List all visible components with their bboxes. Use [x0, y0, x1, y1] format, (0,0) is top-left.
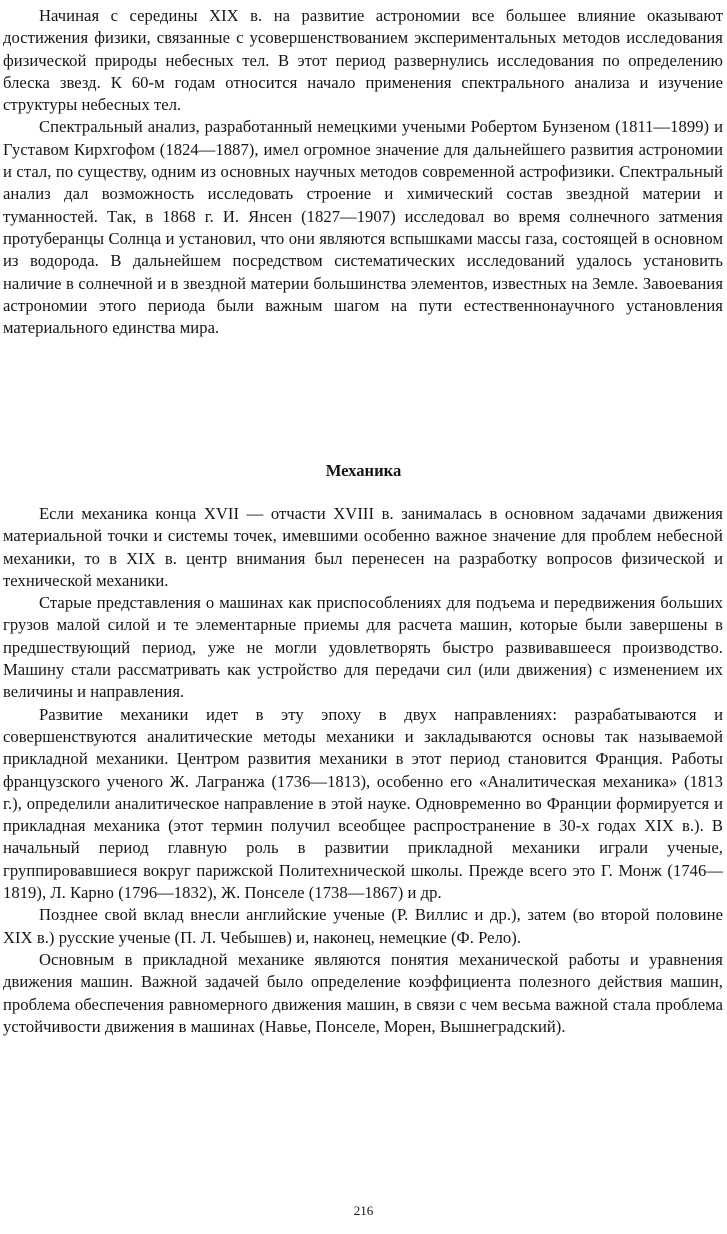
- section-heading: Механика: [325, 461, 402, 480]
- paragraph-mechanics-focus: Если механика конца XVII — отчасти XVIII в. занималась в основном задачами движения материальной точки и системы точек, имевшими особенно важное значение для проблем небесной механики, то в XIX в. центр внимания был перенесен на разработку вопросов физической и технической механики.: [3, 504, 723, 590]
- intro-text-block: [3, 5, 723, 339]
- paragraph-later-contributions: Позднее свой вклад внесли английские ученые (Р. Виллис и др.), затем (во второй половине XIX в.) русские ученые (П. Л. Чебышев) и, наконец, немецкие (Ф. Рело).: [3, 905, 723, 947]
- paragraph-old-machine-ideas: Старые представления о машинах как приспособлениях для подъема и передвижения больших грузов малой силой и те элементарные приемы для расчета машин, которые были завершены в предшествующий период, уже не могли удовлетворять быстро развивавшееся производство. Машину стали рассматривать как устройство для передачи сил (или движения) с изменением их величины и направления.: [3, 593, 723, 702]
- paragraph-two-directions: Развитие механики идет в эту эпоху в двух направлениях: разрабатываются и совершенствуются аналитические методы механики и закладываются основы так называемой прикладной механики. Центром развития механики в этот период становится Франция. Работы французского ученого Ж. Лагранжа (1736—1813), особенно его «Аналитическая механика» (1813 г.), определили аналитическое направление в этой науке. Одновременно во Франции формируется и прикладная механика (этот термин получил всеобщее распространение в 30-х годах XIX в.). В начальный период главную роль в развитии прикладной механики играли ученые, группировавшиеся вокруг парижской Политехнической школы. Прежде всего это Г. Монж (1746—1819), Л. Карно (1796—1832), Ж. Понселе (1738—1867) и др.: [3, 704, 723, 903]
- paragraph-spectral-analysis: Спектральный анализ, разработанный немецкими учеными Робертом Бунзеном (1811—1899) и Густавом Кирхгофом (1824—1887), имел огромное значение для дальнейшего развития астрономии и стал, по существу, одним из основных научных методов современной астрофизики. Спектральный анализ дал возможность исследовать строение и химический состав звездной материи и туманностей. Так, в 1868 г. И. Янсен (1827—1907) исследовал во время солнечного затмения протуберанцы Солнца и установил, что они являются вспышками массы газа, состоящей в основном из водорода. В дальнейшем посредством систематических исследований удалось установить наличие в солнечной и в звездной материи большинства элементов, известных на Земле. Завоевания астрономии этого периода были важным шагом на пути естественнонаучного установления материального единства мира.: [3, 117, 723, 338]
- page-number: 216: [353, 1203, 374, 1218]
- paragraph-applied-mechanics-concepts: Основным в прикладной механике являются понятия механической работы и уравнения движения машин. Важной задачей было определение коэффициента полезного действия машин, проблема обеспечения равномерного движения машин, в связи с чем весьма важной стала проблема устойчивости движения в машинах (Навье, Понселе, Морен, Вышнеградский).: [3, 949, 723, 1036]
- mechanics-text-block: [3, 503, 723, 1038]
- paragraph-astronomy-physics: Начиная с середины XIX в. на развитие астрономии все большее влияние оказывают достижения физики, связанные с усовершенствованием экспериментальных методов исследования физической природы небесных тел. В этот период развернулись исследования по определению блеска звезд. К 60-м годам относится начало применения спектрального анализа и изучение структуры небесных тел.: [3, 6, 723, 115]
